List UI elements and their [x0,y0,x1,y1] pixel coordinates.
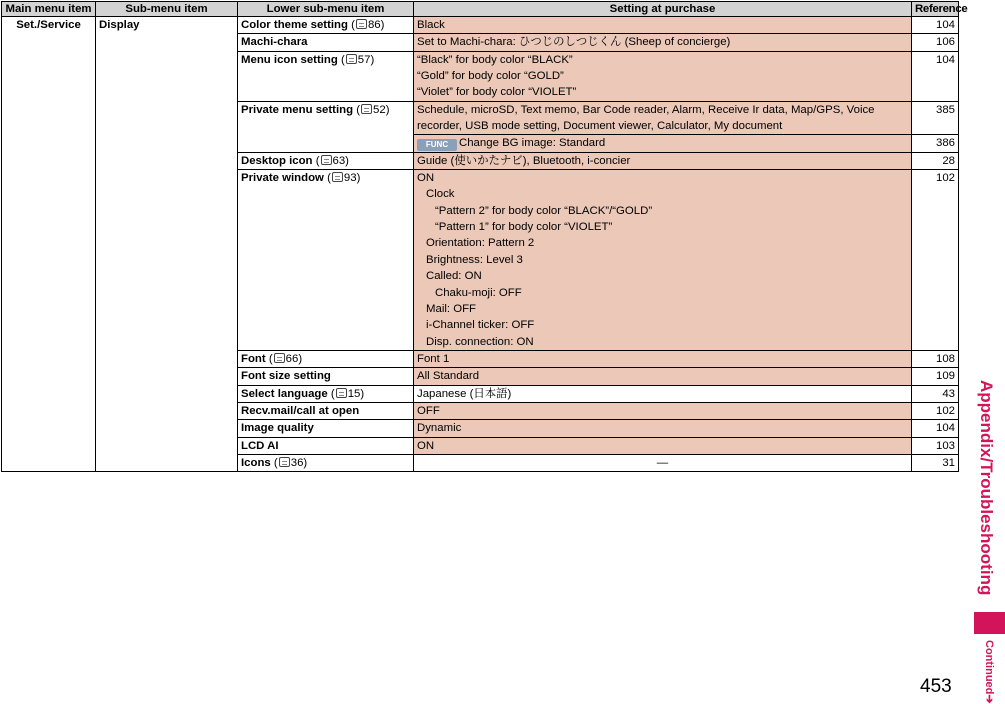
reference-cell: 104 [912,51,959,101]
setting-cell: Japanese (日本語) [414,385,912,402]
setting-line: Mail: OFF [426,302,476,315]
main-menu-cell: Set./Service [2,17,96,472]
menu-key-icon [336,388,347,398]
section-tab-marker [974,612,1005,634]
reference-cell: 103 [912,437,959,454]
setting-cell: All Standard [414,368,912,385]
setting-cell: Dynamic [414,420,912,437]
menu-key-icon [274,353,285,363]
header-setting: Setting at purchase [414,2,912,17]
setting-line: Clock [426,188,455,201]
setting-cell: ON [414,437,912,454]
reference-cell: 109 [912,368,959,385]
header-lower-sub-menu: Lower sub-menu item [238,2,414,17]
lower-item-private-menu: Private menu setting ( 52) [238,101,414,152]
reference-cell: 102 [912,170,959,351]
header-row [2,2,959,17]
section-tab-label: Appendix/Troubleshooting [977,380,996,596]
setting-cell [414,51,912,101]
setting-cell: — [414,454,912,471]
arrow-right-icon: ➔ [983,694,995,704]
setting-line: “Pattern 1” for body color “VIOLET” [435,221,613,234]
setting-cell: FUNC Change BG image: Standard [414,135,912,152]
sub-menu-cell: Display [96,17,238,472]
setting-line: ON [417,172,435,185]
lower-item-font-size: Font size setting [238,368,414,385]
header-reference: Reference [912,2,959,17]
reference-cell: 31 [912,454,959,471]
reference-cell: 104 [912,17,959,34]
func-key-icon: FUNC [417,139,457,151]
setting-line: Orientation: Pattern 2 [426,237,535,250]
lower-item-machi-chara: Machi-chara [238,34,414,51]
header-main-menu: Main menu item [2,2,96,17]
setting-cell: Schedule, microSD, Text memo, Bar Code reader, Alarm, Receive Ir data, Map/GPS, Voice recorder, USB mode setting, Document viewer, Calculator, My document [414,101,912,135]
menu-key-icon [332,172,343,182]
setting-line: Chaku-moji: OFF [435,286,522,299]
reference-cell: 106 [912,34,959,51]
lower-item-lcd-ai: LCD AI [238,437,414,454]
setting-line: Called: ON [426,270,482,283]
lower-item-font: Font ( 66) [238,350,414,367]
setting-cell: Guide (使いかたナビ), Bluetooth, i-concier [414,152,912,169]
setting-line: “Pattern 2” for body color “BLACK”/“GOLD” [435,204,653,217]
setting-cell [414,170,912,351]
reference-cell: 28 [912,152,959,169]
table-row [2,17,959,34]
setting-line: Disp. connection: ON [426,335,534,348]
menu-key-icon [346,54,357,64]
setting-cell: OFF [414,402,912,419]
menu-key-icon [361,104,372,114]
setting-line: i-Channel ticker: OFF [426,319,535,332]
page-number: 453 [920,676,952,697]
setting-cell: Set to Machi-chara: ひつじのしつじくん (Sheep of concierge) [414,34,912,51]
menu-key-icon [356,19,367,29]
settings-table [1,1,968,472]
header-sub-menu: Sub-menu item [96,2,238,17]
lower-item-image-quality: Image quality [238,420,414,437]
setting-line: Brightness: Level 3 [426,253,523,266]
lower-item-desktop-icon: Desktop icon ( 63) [238,152,414,169]
reference-cell: 108 [912,350,959,367]
lower-item-menu-icon-setting: Menu icon setting ( 57) [238,51,414,101]
reference-cell: 43 [912,385,959,402]
lower-item-color-theme: Color theme setting ( 86) [238,17,414,34]
lower-item-select-language: Select language ( 15) [238,385,414,402]
reference-cell: 385 [912,101,959,135]
lower-item-private-window: Private window ( 93) [238,170,414,351]
setting-cell: Font 1 [414,350,912,367]
setting-line: “Violet” for body color “VIOLET” [417,86,577,99]
reference-cell: 102 [912,402,959,419]
continued-label: Continued➔ [983,640,995,704]
setting-line: “Gold” for body color “GOLD” [417,70,564,83]
lower-item-recv-mail: Recv.mail/call at open [238,402,414,419]
reference-cell: 386 [912,135,959,152]
lower-item-icons: Icons ( 36) [238,454,414,471]
setting-cell: Black [414,17,912,34]
reference-cell: 104 [912,420,959,437]
setting-line: “Black” for body color “BLACK” [417,53,573,66]
menu-key-icon [321,155,332,165]
menu-key-icon [279,457,290,467]
